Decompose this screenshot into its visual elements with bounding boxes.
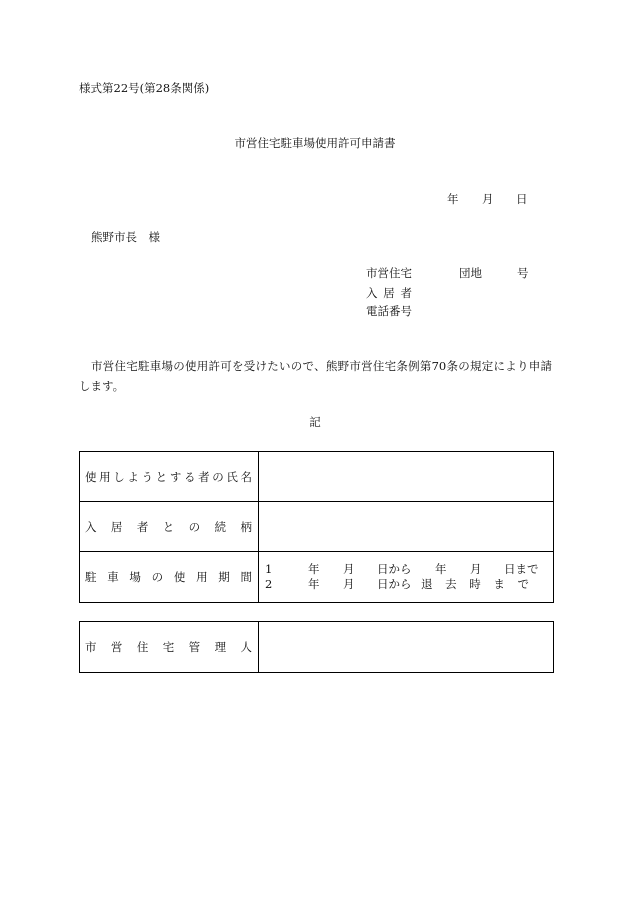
body-line-2: します。 <box>79 379 125 393</box>
period-option-1-month: 月 <box>343 562 355 576</box>
document-title: 市営住宅駐車場使用許可申請書 <box>234 136 396 150</box>
table-row <box>80 622 554 673</box>
body-line-1: 市営住宅駐車場の使用許可を受けたいので、熊野市営住宅条例第70条の規定により申請 <box>91 359 552 373</box>
label-cell <box>80 622 259 673</box>
table-row <box>80 502 554 552</box>
addressee: 熊野市長 様 <box>91 230 160 244</box>
application-table <box>79 451 554 603</box>
period-option-1-number: 1 <box>265 562 273 576</box>
period-option-2-until: 退去時まで <box>421 578 529 591</box>
period-option-2-month: 月 <box>343 577 355 591</box>
label-cell <box>80 452 259 502</box>
manager-field <box>259 622 554 673</box>
period-option-1-year: 年 <box>308 562 320 576</box>
period-option-1-month-end: 月 <box>470 562 482 576</box>
manager-label: 市営住宅管理人 <box>85 640 252 654</box>
applicant-name-field <box>259 452 554 502</box>
phone-label: 電話番号 <box>366 304 412 318</box>
table-row <box>80 552 554 603</box>
relationship-label: 入居者との続柄 <box>85 519 252 534</box>
form-number: 様式第22号(第28条関係) <box>79 81 210 95</box>
table-row <box>80 452 554 502</box>
period-option-2-year: 年 <box>308 577 320 591</box>
period-option-1-until: 日まで <box>504 562 539 576</box>
usage-period-field <box>259 552 554 603</box>
period-option-2-number: 2 <box>265 577 273 591</box>
danchi-label: 団地 <box>459 266 482 280</box>
relationship-field <box>259 502 554 552</box>
applicant-name-label: 使用しようとする者の氏名 <box>85 469 252 484</box>
resident-label: 入居者 <box>366 286 412 300</box>
unit-number-label: 号 <box>517 266 529 280</box>
date-year-label: 年 <box>447 192 459 206</box>
housing-label: 市営住宅 <box>366 266 412 280</box>
period-option-2-from: 日から <box>377 577 412 591</box>
ki-heading: 記 <box>309 415 321 429</box>
period-option-1-year-end: 年 <box>435 562 447 576</box>
manager-table <box>79 621 554 673</box>
period-option-1-from: 日から <box>377 562 412 576</box>
date-month-label: 月 <box>482 192 494 206</box>
date-day-label: 日 <box>516 192 528 206</box>
usage-period-label: 駐車場の使用期間 <box>85 570 252 584</box>
label-cell <box>80 552 259 603</box>
label-cell <box>80 502 259 552</box>
